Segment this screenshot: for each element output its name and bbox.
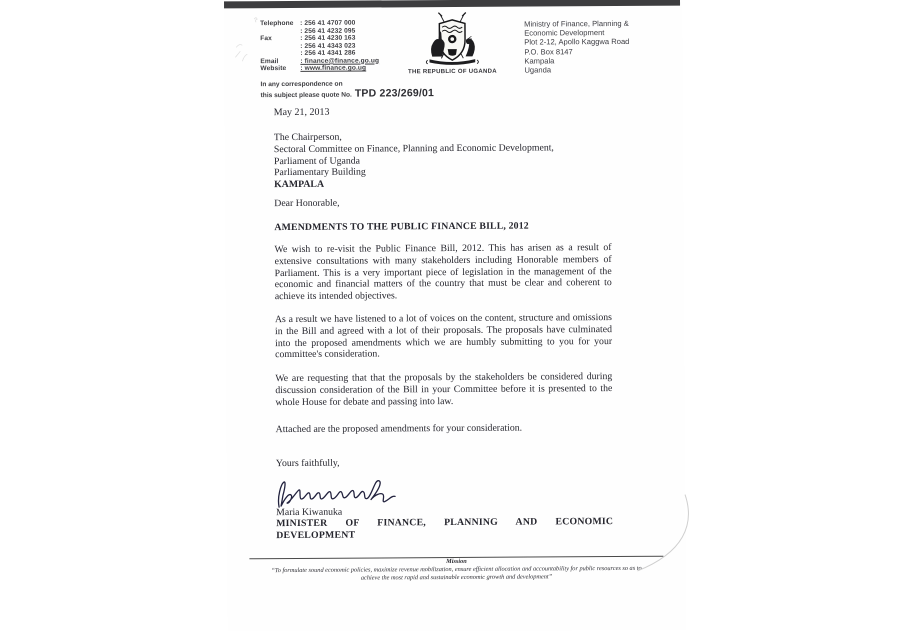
email-value: : finance@finance.go.ug: [300, 56, 380, 65]
subject-line: AMENDMENTS TO THE PUBLIC FINANCE BILL, 2012: [274, 220, 529, 234]
ministry-address-line: Economic Development: [524, 28, 605, 38]
mission-line1: “To formulate sound economic policies, maximize revenue mobilization, ensure efficient allocation and accountability for public resources so as to: [271, 564, 642, 575]
recipient-line: Parliament of Uganda: [273, 155, 360, 167]
paragraph-1: We wish to re-visit the Public Finance Bill, 2012. This has arisen as a result of extensive consultations with many stakeholders including Honorable members of Parliament. This is a very important piece of legislation in the management of the economic and financial matters of the country that must be clear and coherent to achieve its intended objectives.: [274, 242, 612, 303]
mission-label: Mission: [446, 557, 467, 566]
signatory-title-line2: DEVELOPMENT: [276, 529, 356, 541]
fax-number-1: : 256 41 4230 163: [300, 34, 356, 42]
signatory-title: [276, 516, 613, 542]
letter-page: [224, 0, 686, 631]
fax-number-3: : 256 41 4341 286: [300, 49, 356, 57]
uganda-coat-of-arms-icon: [420, 11, 484, 69]
paragraph-3: We are requesting that that the proposals by the stakeholders be considered during discussion consideration of the Bill in your Committee before it is presented to the whole House for debate and passing into law.: [275, 371, 613, 408]
ministry-address-block: [524, 19, 629, 75]
paragraph-2: As a result we have listened to a lot of voices on the content, structure and omissions in the Bill and agreed with a lot of their proposals. The proposals have culminated into the proposed amendments which we are humbly submitting to you for your committee's consideration.: [274, 312, 613, 361]
recipient-line: The Chairperson,: [273, 131, 342, 144]
ministry-address-line: Kampala: [524, 56, 555, 66]
salutation: Dear Honorable,: [274, 197, 340, 210]
letter-date: May 21, 2013: [273, 106, 330, 119]
email-label: Email: [260, 57, 279, 65]
mission-line2: achieve the most rapid and sustainable economic growth and development”: [360, 572, 553, 582]
telephone-number-1: : 256 41 4707 000: [300, 19, 356, 27]
reference-note-line1: In any correspondence on: [260, 80, 343, 89]
emblem-caption: THE REPUBLIC OF UGANDA: [407, 68, 497, 76]
ministry-address-line: Plot 2-12, Apollo Kaggwa Road: [524, 37, 630, 47]
scan-edge-bar: [224, 0, 680, 8]
paragraph-4: Attached are the proposed amendments for your consideration.: [275, 422, 523, 436]
signatory-title-line1: MINISTER OF FINANCE, PLANNING AND ECONOMIC: [276, 516, 614, 530]
telephone-number-2: : 256 41 4232 095: [300, 27, 356, 35]
contact-block: [260, 19, 379, 72]
recipient-address-block: [274, 130, 554, 191]
ministry-address-line: P.O. Box 8147: [524, 46, 573, 57]
paper-crease-artifact: [619, 491, 700, 575]
mission-statement: [227, 565, 685, 583]
ministry-address-line: Ministry of Finance, Planning &: [524, 18, 629, 29]
website-label: Website: [260, 65, 287, 73]
recipient-line: Parliamentary Building: [274, 166, 366, 179]
reference-note: [260, 80, 434, 100]
reference-note-line2-row: [260, 86, 435, 101]
fax-label: Fax: [260, 35, 272, 43]
recipient-line: Sectoral Committee on Finance, Planning and Economic Development,: [273, 142, 554, 155]
closing-phrase: Yours faithfully,: [275, 457, 340, 470]
reference-number: TPD 223/269/01: [354, 86, 435, 100]
reference-note-line2: this subject please quote No.: [260, 91, 352, 99]
signatory-name: Maria Kiwanuka: [276, 506, 343, 519]
pencil-mark-artifact: [232, 13, 262, 71]
fax-number-2: : 256 41 4343 023: [300, 42, 356, 50]
telephone-label: Telephone: [260, 19, 294, 28]
ministry-address-line: Uganda: [524, 65, 552, 75]
recipient-city: KAMPALA: [274, 178, 325, 191]
website-value: : www.finance.go.ug: [300, 64, 367, 72]
contact-row: [260, 64, 379, 72]
